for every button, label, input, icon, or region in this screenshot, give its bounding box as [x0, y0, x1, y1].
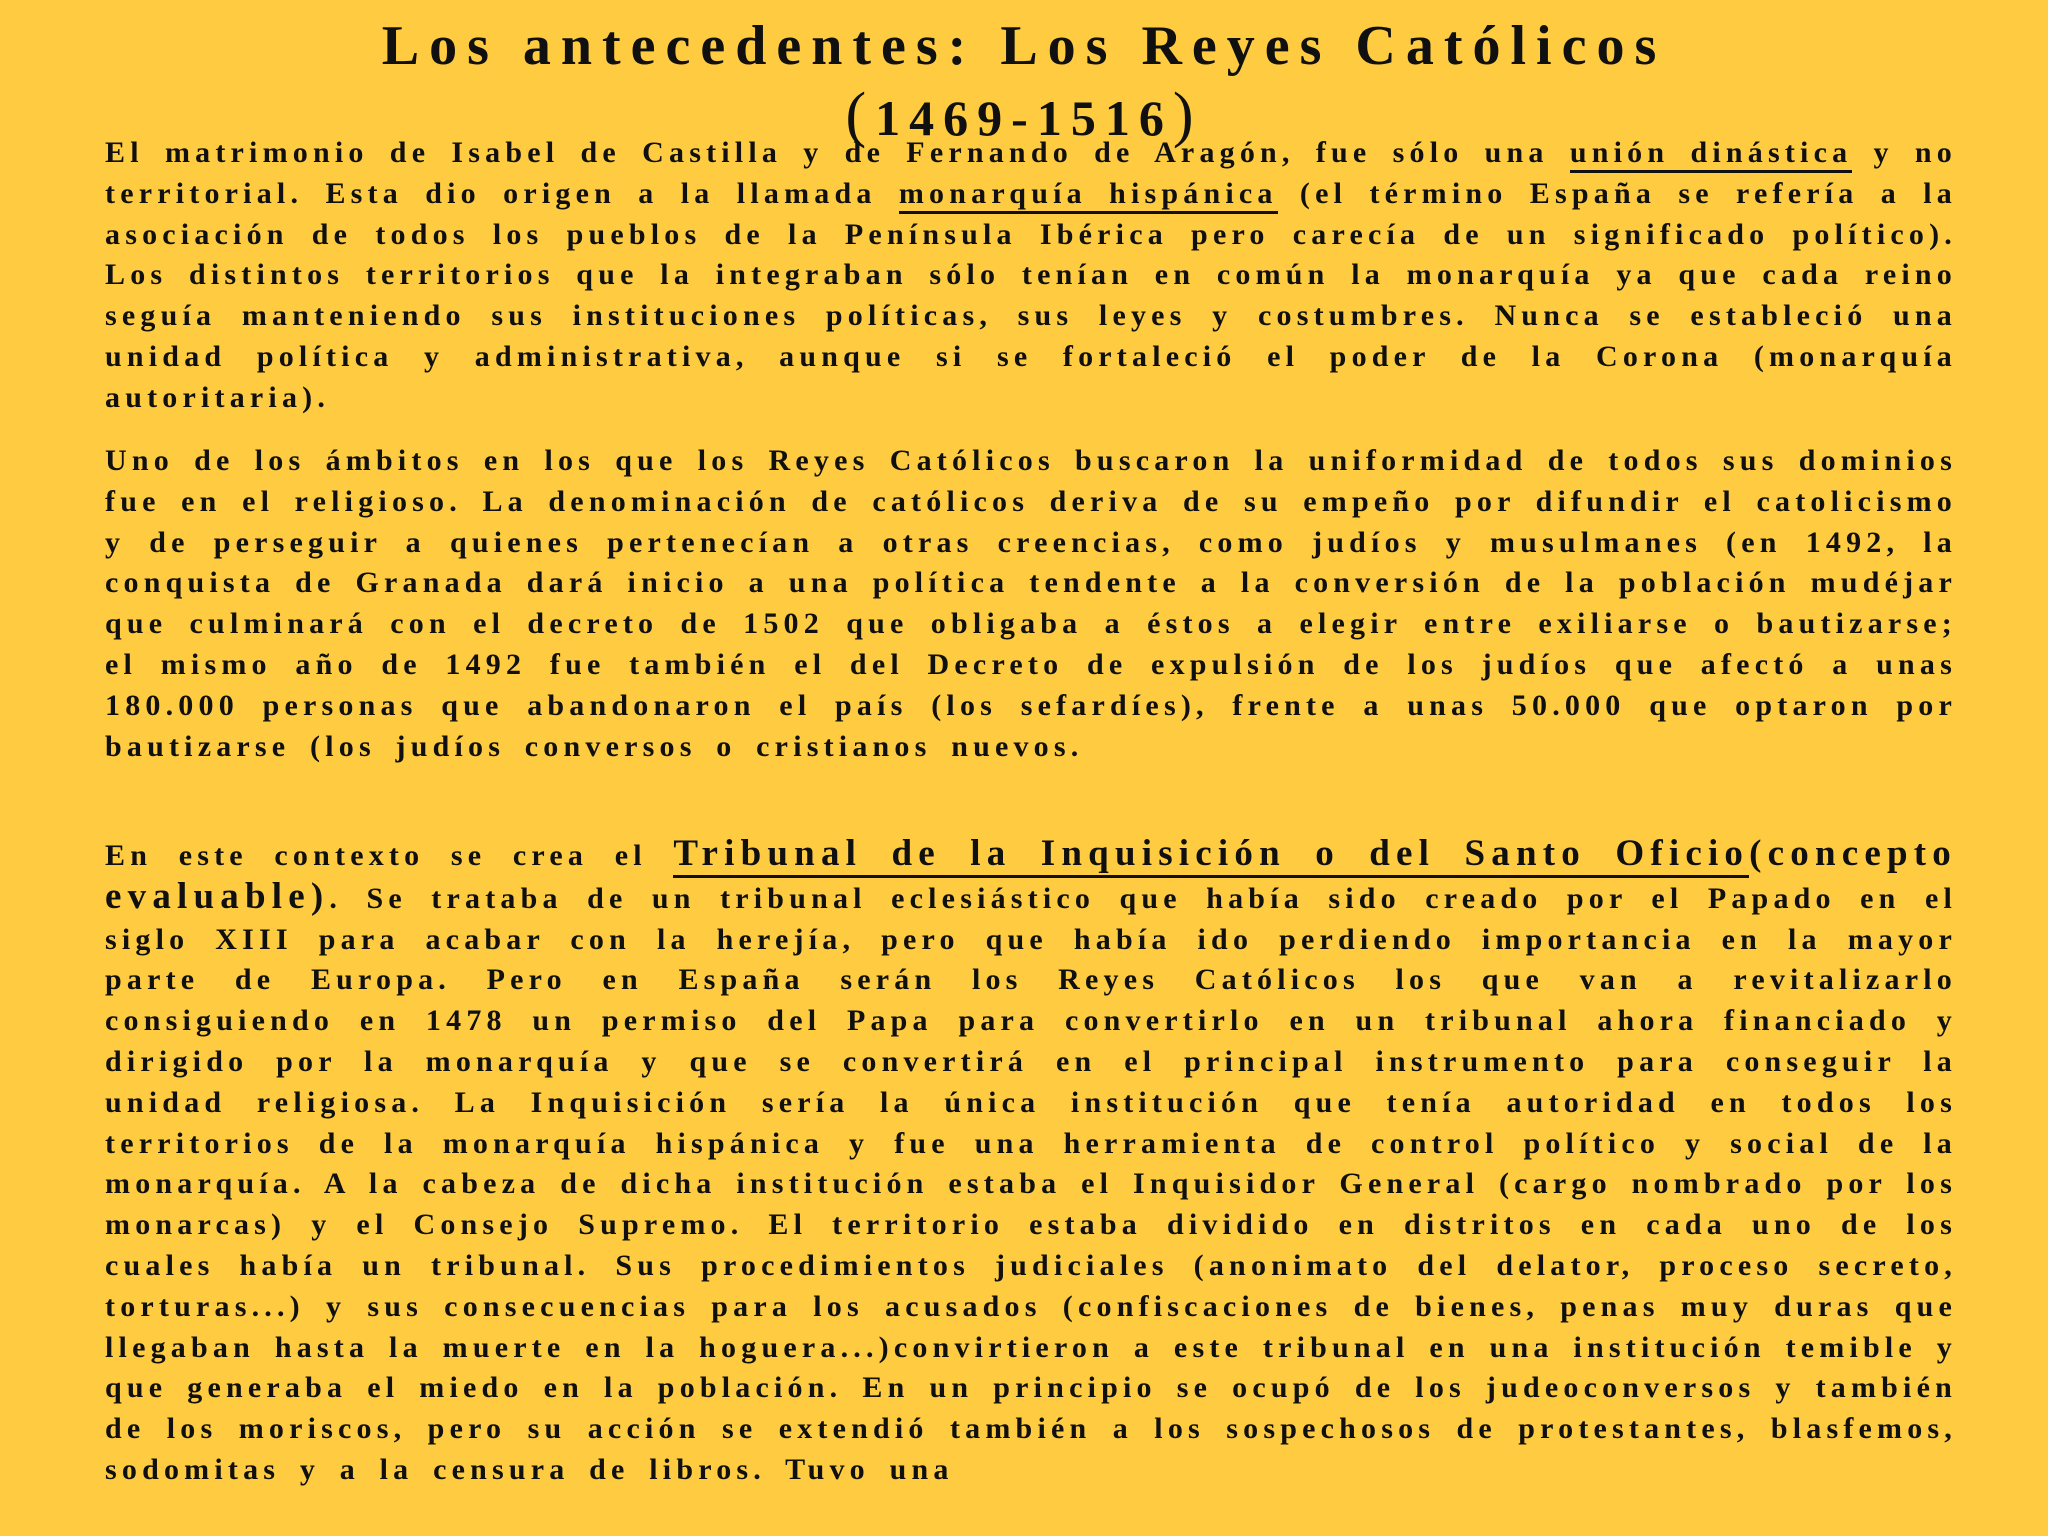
paragraph-matrimonio: [105, 133, 1957, 419]
underlined-term-union-dinastica: unión dinástica: [1570, 136, 1852, 173]
concepto-evaluable-label: (concepto evaluable): [105, 833, 1958, 917]
paragraph-3-text-c: . Se trataba de un tribunal eclesiástico que había sido creado por el Papado en el siglo XIII para acabar con la herejía, pero que había ido perdiendo importancia en la mayor parte de Europa. Pero en España serán los Reyes Católicos los que van a revitalizarlo consiguiendo en 1478 un permiso del Papa para convertirlo en un tribunal ahora financiado y dirigido por la monarquía y que se convertirá en el principal instrumento para conseguir la unidad religiosa. La Inquisición sería la única institución que tenía autoridad en todos los territorios de la monarquía hispánica y fue una herramienta de control político y social de la monarquía. A la cabeza de dicha institución estaba el Inquisidor General (cargo nombrado por los monarcas) y el Consejo Supremo. El territorio estaba dividido en distritos en cada uno de los cuales había un tribunal. Sus procedimientos judiciales (anonimato del delator, proceso secreto, torturas...) y sus consecuencias para los acusados (confiscaciones de bienes, penas muy duras que llegaban hasta la muerte en la hoguera...)convirtieron a este tribunal en una institución temible y que generaba el miedo en la población. En un principio se ocupó de los judeoconversos y también de los moriscos, pero su acción se extendió también a los sospechosos de protestantes, blasfemos, sodomitas y a la censura de libros. Tuvo una: [105, 881, 1957, 1486]
paragraph-3-text-a: En este contexto se crea el: [105, 839, 674, 872]
underlined-term-tribunal-inquisicion: Tribunal de la Inquisición o del Santo Oficio: [673, 833, 1749, 878]
subtitle-years-text: 1469-1516: [875, 90, 1173, 146]
paragraph-inquisicion: [105, 834, 1957, 1491]
paragraph-1-text-a: El matrimonio de Isabel de Castilla y de Fernando de Aragón, fue sólo una: [105, 136, 1570, 169]
paragraph-1-text-c: (el término España se refería a la asociación de todos los pueblos de la Península Ibérica pero carecía de un significado político). Los distintos territorios que la integraban sólo tenían en común la monarquía ya que cada reino seguía manteniendo sus instituciones políticas, sus leyes y costumbres. Nunca se estableció una unidad política y administrativa, aunque si se fortaleció el poder de la Corona (monarquía autoritaria).: [105, 176, 1957, 414]
page-title: Los antecedentes: Los Reyes Católicos: [381, 15, 1667, 77]
underlined-term-monarquia-hispanica: monarquía hispánica: [899, 177, 1278, 214]
subtitle-close-paren: ): [1172, 81, 1203, 149]
paragraph-1-text-b: y no territorial. Esta dio origen a la llamada: [105, 136, 1957, 210]
subtitle-open-paren: (: [845, 81, 876, 149]
paragraph-religion: Uno de los ámbitos en los que los Reyes Católicos buscaron la uniformidad de todos sus dominios fue en el religioso. La denominación de católicos deriva de su empeño por difundir el catolicismo y de perseguir a quienes pertenecían a otras creencias, como judíos y musulmanes (en 1492, la conquista de Granada dará inicio a una política tendente a la conversión de la población mudéjar que culminará con el decreto de 1502 que obligaba a éstos a elegir entre exiliarse o bautizarse; el mismo año de 1492 fue también el del Decreto de expulsión de los judíos que afectó a unas 180.000 personas que abandonaron el país (los sefardíes), frente a unas 50.000 que optaron por bautizarse (los judíos conversos o cristianos nuevos.: [105, 444, 1957, 763]
